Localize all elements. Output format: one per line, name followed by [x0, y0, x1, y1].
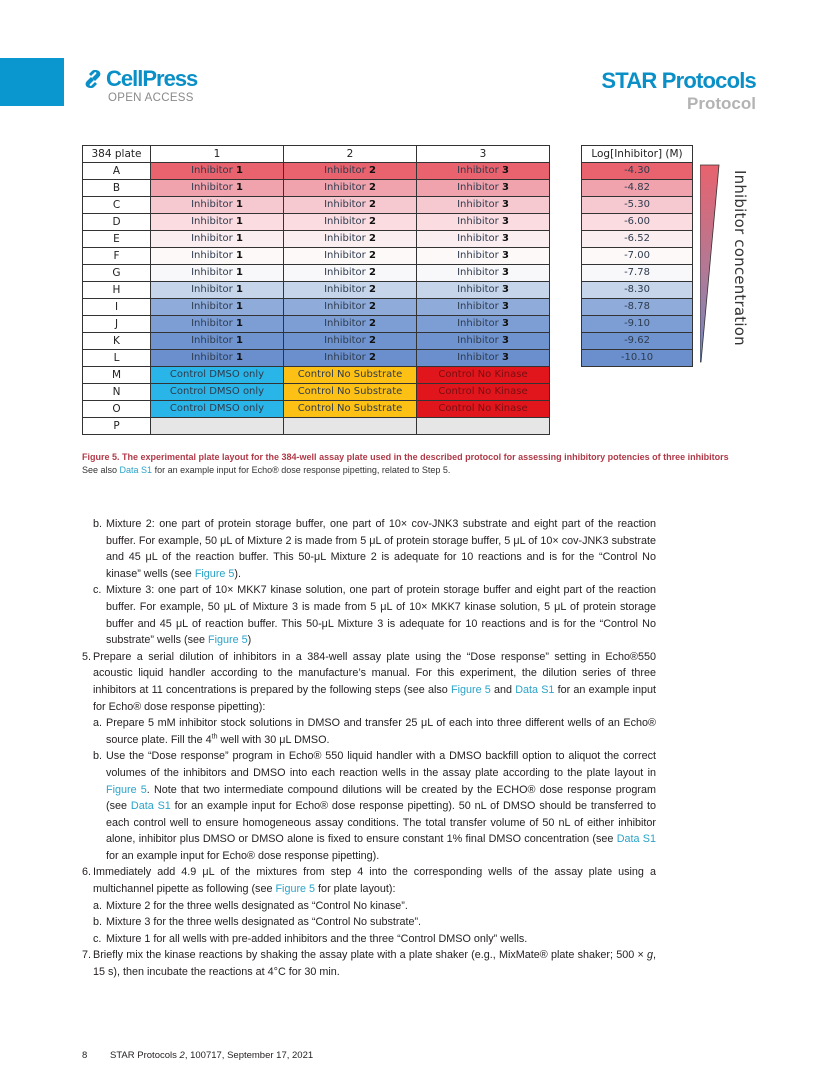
- citation-text: STAR Protocols: [110, 1050, 180, 1061]
- plate-well-cell: Inhibitor 3: [417, 350, 550, 367]
- plate-header-row: [83, 146, 550, 163]
- publisher-name: CellPress: [106, 66, 198, 91]
- paragraph-text: Prepare a serial dilution of inhibitors in a 384-well assay plate using the “Dose response” setting in Echo®550 acoustic liquid handler according to the manufacture’s manual. For this experiment, the dilution series of three inhibitors at 11 concentrations is prepared by the following steps (see also: [93, 650, 656, 696]
- plate-row-label: H: [83, 282, 151, 299]
- plate-well-cell: Inhibitor 3: [417, 282, 550, 299]
- gradient-label: Inhibitor concentration: [731, 170, 749, 346]
- plate-well-cell: Inhibitor 3: [417, 299, 550, 316]
- plate-well-cell: Inhibitor 1: [151, 265, 284, 282]
- list-item-step-5: [82, 649, 656, 715]
- paragraph-text: Mixture 3 for the three wells designated as “Control No substrate”.: [106, 916, 422, 929]
- plate-well-cell: Inhibitor 2: [284, 214, 417, 231]
- paragraph-text: for plate layout):: [315, 883, 396, 896]
- plate-well-cell: Control No Substrate: [284, 384, 417, 401]
- log-concentration-cell: -7.78: [582, 265, 693, 282]
- plate-well-cell: [151, 418, 284, 435]
- paragraph-text: ): [247, 634, 252, 647]
- open-access-label: OPEN ACCESS: [108, 92, 194, 104]
- plate-well-cell: Inhibitor 2: [284, 299, 417, 316]
- plate-well-cell: Inhibitor 2: [284, 316, 417, 333]
- article-type: Protocol: [687, 94, 756, 113]
- plate-row: [83, 367, 550, 384]
- page-footer: [82, 1050, 313, 1061]
- plate-row-label: J: [83, 316, 151, 333]
- plate-well-cell: Inhibitor 1: [151, 333, 284, 350]
- citation-text: , 100717, September 17, 2021: [184, 1050, 314, 1061]
- paragraph-text: , 15 s), then incubate the reactions at 4°C for 30 min.: [93, 949, 656, 979]
- plate-well-cell: Inhibitor 2: [284, 197, 417, 214]
- figure-5-link[interactable]: Figure 5: [194, 567, 235, 580]
- plate-row: [83, 163, 550, 180]
- plate-row: [83, 214, 550, 231]
- plate-row: [83, 248, 550, 265]
- concentration-gradient-wedge-icon: [700, 163, 720, 363]
- plate-well-cell: [417, 418, 550, 435]
- data-s1-link[interactable]: Data S1: [130, 800, 171, 813]
- paragraph-text: for an example input for Echo® dose response pipetting):: [93, 683, 656, 713]
- plate-well-cell: Inhibitor 1: [151, 316, 284, 333]
- page-number: 8: [82, 1050, 88, 1061]
- list-marker: b.: [93, 750, 103, 763]
- plate-row-label: M: [83, 367, 151, 384]
- log-concentration-cell: -4.82: [582, 180, 693, 197]
- plate-row-label: N: [83, 384, 151, 401]
- plate-well-cell: Inhibitor 3: [417, 180, 550, 197]
- list-item-6c: [82, 931, 656, 948]
- paragraph-text: Mixture 1 for all wells with pre-added inhibitors and the three “Control DMSO only” wells.: [106, 932, 528, 945]
- plate-row: [83, 333, 550, 350]
- plate-well-cell: Inhibitor 1: [151, 299, 284, 316]
- superscript: th: [211, 733, 218, 741]
- log-concentration-cell: -5.30: [582, 197, 693, 214]
- plate-well-cell: Inhibitor 1: [151, 231, 284, 248]
- plate-well-cell: Inhibitor 3: [417, 214, 550, 231]
- figure-5-link[interactable]: Figure 5: [450, 683, 491, 696]
- list-marker: c.: [93, 584, 102, 597]
- plate-row-label: I: [83, 299, 151, 316]
- caption-text: for an example input for Echo® dose response pipetting, related to Step 5.: [152, 465, 451, 475]
- plate-well-cell: Inhibitor 3: [417, 316, 550, 333]
- plate-well-cell: Inhibitor 1: [151, 163, 284, 180]
- list-marker: b.: [93, 916, 103, 929]
- log-concentration-cell: -8.30: [582, 282, 693, 299]
- list-item-4b: [82, 516, 656, 582]
- list-marker: c.: [93, 932, 102, 945]
- plate-well-cell: Inhibitor 2: [284, 282, 417, 299]
- plate-row-label: K: [83, 333, 151, 350]
- plate-row: [83, 197, 550, 214]
- figure-caption: [82, 451, 752, 476]
- paragraph-text: Mixture 2: one part of protein storage buffer, one part of 10× cov-JNK3 substrate and eight part of the reaction buffer. For example, 50 μL of Mixture 2 is made from 5 μL of protein storage buffer, 5 μL of 10× cov-JNK3 substrate and 45 μL of the reaction buffer. This 50-μL Mixture 2 is adequate for 10 reactions and is for the “Control No kinase” wells (see: [106, 518, 656, 580]
- plate-well-cell: Inhibitor 3: [417, 231, 550, 248]
- plate-row: [83, 401, 550, 418]
- plate-row-label: F: [83, 248, 151, 265]
- list-marker: 6.: [82, 866, 92, 879]
- plate-well-cell: Inhibitor 1: [151, 350, 284, 367]
- plate-row-label: B: [83, 180, 151, 197]
- plate-well-cell: Inhibitor 2: [284, 163, 417, 180]
- paragraph-text: Mixture 2 for the three wells designated as “Control No kinase”.: [106, 899, 408, 912]
- plate-well-cell: Control No Substrate: [284, 367, 417, 384]
- paragraph-text: for an example input for Echo® dose response pipetting).: [106, 849, 380, 862]
- plate-well-cell: Control No Kinase: [417, 401, 550, 418]
- plate-row-label: G: [83, 265, 151, 282]
- list-marker: 7.: [82, 949, 92, 962]
- plate-well-cell: Inhibitor 1: [151, 180, 284, 197]
- plate-column-header: 2: [284, 146, 417, 163]
- paragraph-text: Use the “Dose response” program in Echo® 550 liquid handler with a DMSO backfill option to aliquot the correct volumes of the inhibitors and DMSO into each reaction wells in the assay plate according to the plate layout in: [106, 750, 656, 779]
- plate-well-cell: Inhibitor 1: [151, 197, 284, 214]
- log-concentration-cell: -8.78: [582, 299, 693, 316]
- plate-well-cell: Control DMSO only: [151, 401, 284, 418]
- plate-well-cell: Control DMSO only: [151, 384, 284, 401]
- plate-well-cell: Inhibitor 2: [284, 350, 417, 367]
- list-item-step-6: [82, 864, 656, 897]
- paragraph-text: and: [490, 683, 516, 696]
- plate-row: [83, 316, 550, 333]
- paragraph-text: Mixture 3: one part of 10× MKK7 kinase solution, one part of protein storage buffer and eight part of the reaction buffer. For example, 50 μL of Mixture 3 is made from 5 μL of 10× MKK7 kinase solution, 5 μL of protein storage buffer and 45 μL of reaction buffer. This 50-μL Mixture 3 is adequate for 10 reactions and is for the “Control No substrate” wells (see: [106, 584, 656, 647]
- paragraph-text: well with 30 μL DMSO.: [217, 733, 330, 746]
- plate-row-label: A: [83, 163, 151, 180]
- plate-well-cell: Inhibitor 2: [284, 231, 417, 248]
- log-concentration-table: [581, 145, 693, 367]
- plate-well-cell: Inhibitor 1: [151, 282, 284, 299]
- plate-row-label: E: [83, 231, 151, 248]
- plate-well-cell: Inhibitor 3: [417, 333, 550, 350]
- list-item-step-7: [82, 947, 656, 980]
- paragraph-text: Prepare 5 mM inhibitor stock solutions in DMSO and transfer 25 μL of each into three different wells of an Echo® source plate. Fill the 4: [106, 717, 656, 746]
- list-item-5a: [82, 715, 656, 748]
- plate-well-cell: Inhibitor 3: [417, 265, 550, 282]
- plate-well-cell: Control DMSO only: [151, 367, 284, 384]
- header-color-block: [0, 58, 64, 106]
- log-concentration-cell: -10.10: [582, 350, 693, 367]
- list-item-6b: [82, 914, 656, 931]
- plate-well-cell: Inhibitor 2: [284, 248, 417, 265]
- data-s1-link[interactable]: Data S1: [616, 833, 656, 846]
- plate-row-label: C: [83, 197, 151, 214]
- plate-row: [83, 350, 550, 367]
- caption-body: [82, 464, 752, 476]
- data-s1-link[interactable]: Data S1: [515, 683, 555, 696]
- plate-row: [83, 265, 550, 282]
- log-concentration-cell: -4.30: [582, 163, 693, 180]
- plate-well-cell: Inhibitor 3: [417, 248, 550, 265]
- plate-well-cell: Inhibitor 3: [417, 163, 550, 180]
- italic-g: g: [646, 949, 653, 962]
- plate-well-cell: Inhibitor 2: [284, 265, 417, 282]
- plate-column-header: 1: [151, 146, 284, 163]
- log-concentration-cell: -6.52: [582, 231, 693, 248]
- figure-5-link[interactable]: Figure 5: [275, 883, 316, 896]
- caption-title: Figure 5. The experimental plate layout for the 384-well assay plate used in the described protocol for assessing inhibitory potencies of three inhibitors: [82, 452, 729, 462]
- log-concentration-cell: -9.62: [582, 333, 693, 350]
- publisher-logo: [82, 68, 197, 104]
- figure-5-link[interactable]: Figure 5: [106, 783, 147, 796]
- plate-well-cell: Inhibitor 2: [284, 180, 417, 197]
- plate-well-cell: Inhibitor 1: [151, 214, 284, 231]
- protocol-body: [82, 516, 656, 981]
- plate-row-label: L: [83, 350, 151, 367]
- plate-well-cell: Control No Substrate: [284, 401, 417, 418]
- paragraph-text: Immediately add 4.9 μL of the mixtures from step 4 into the corresponding wells of the assay plate using a multichannel pipette as following (see: [93, 866, 656, 896]
- figure-5-link[interactable]: Figure 5: [208, 634, 248, 647]
- list-marker: a.: [93, 717, 103, 730]
- log-concentration-cell: -6.00: [582, 214, 693, 231]
- list-item-4c: [82, 582, 656, 648]
- plate-well-cell: Control No Kinase: [417, 367, 550, 384]
- paragraph-text: for an example input for Echo® dose response pipetting). 50 nL of DMSO should be transferred to each control well to ensure homogeneous assay conditions. The total transfer volume of 50 nL of either inhibitor alone, inhibitor plus DMSO or DMSO alone is fixed to ensure constant 1% final DMSO concentration (see: [106, 800, 656, 846]
- journal-title: STAR Protocols: [601, 68, 756, 93]
- caption-text: See also: [82, 465, 120, 475]
- plate-column-header: 3: [417, 146, 550, 163]
- plate-well-cell: Inhibitor 3: [417, 197, 550, 214]
- plate-row-label: P: [83, 418, 151, 435]
- plate-well-cell: Inhibitor 1: [151, 248, 284, 265]
- cellpress-logo-icon: [82, 68, 104, 90]
- journal-header: [601, 70, 756, 114]
- plate-row: [83, 418, 550, 435]
- paragraph-text: . Note that two intermediate compound dilutions will be created by the ECHO® dose response program (see: [106, 783, 656, 813]
- log-concentration-cell: -7.00: [582, 248, 693, 265]
- plate-well-cell: Inhibitor 2: [284, 333, 417, 350]
- plate-row: [83, 384, 550, 401]
- data-s1-link[interactable]: Data S1: [119, 465, 153, 475]
- plate-row: [83, 231, 550, 248]
- plate-well-cell: Control No Kinase: [417, 384, 550, 401]
- plate-row-label: D: [83, 214, 151, 231]
- list-item-6a: [82, 898, 656, 915]
- list-marker: a.: [93, 899, 103, 912]
- plate-corner-label: 384 plate: [83, 146, 151, 163]
- plate-row: [83, 180, 550, 197]
- log-table-header: Log[Inhibitor] (M): [582, 146, 693, 163]
- list-marker: 5.: [82, 650, 92, 663]
- plate-row: [83, 282, 550, 299]
- paragraph-text: ).: [234, 567, 242, 580]
- plate-row-label: O: [83, 401, 151, 418]
- list-marker: b.: [93, 518, 103, 530]
- log-concentration-cell: -9.10: [582, 316, 693, 333]
- citation-volume: 2: [179, 1050, 185, 1061]
- plate-row: [83, 299, 550, 316]
- plate-well-cell: [284, 418, 417, 435]
- plate-layout-table: [82, 145, 550, 435]
- list-item-5b: [82, 748, 656, 864]
- paragraph-text: Briefly mix the kinase reactions by shaking the assay plate with a plate shaker (e.g., MixMate® plate shaker; 500 ×: [93, 949, 647, 962]
